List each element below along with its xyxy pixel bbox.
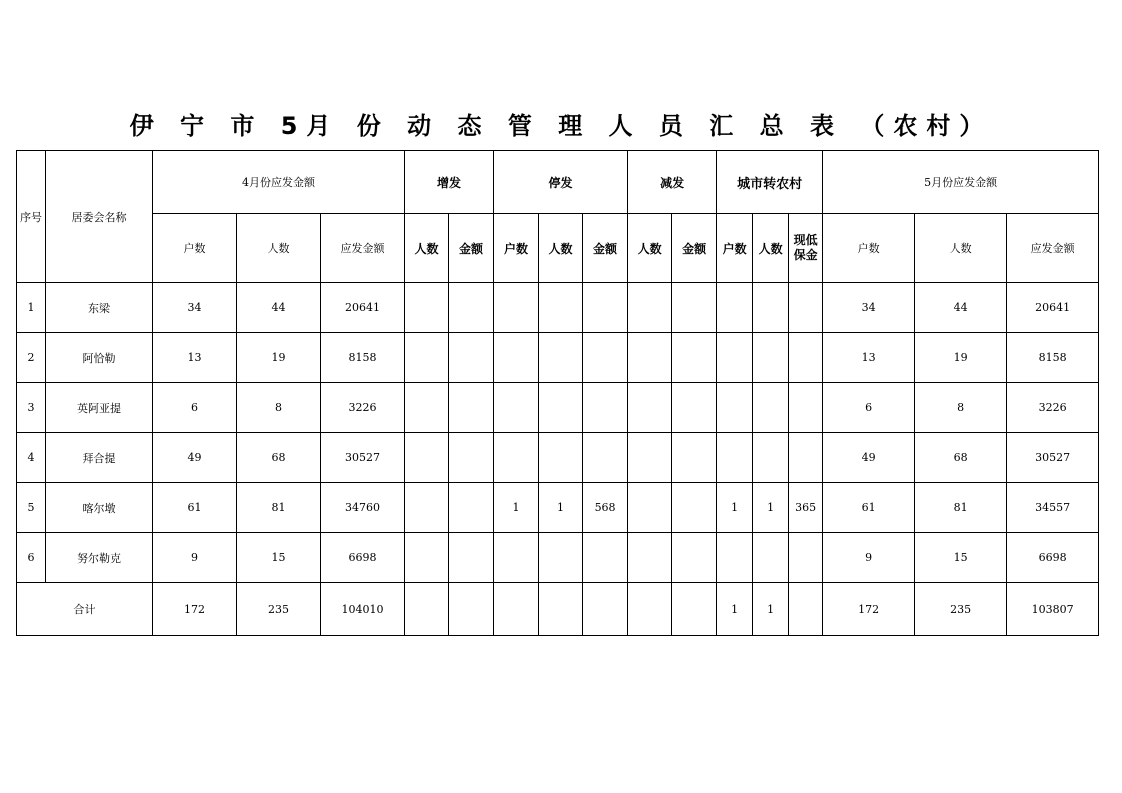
cell-inc-amt bbox=[449, 333, 494, 383]
cell-c-p bbox=[753, 433, 789, 483]
cell-apr-amt: 34760 bbox=[321, 483, 405, 533]
total-stop-amt bbox=[583, 583, 628, 636]
cell-may-p: 8 bbox=[915, 383, 1007, 433]
cell-stop-amt bbox=[583, 283, 628, 333]
cell-may-amt: 3226 bbox=[1007, 383, 1099, 433]
total-c-p: 1 bbox=[753, 583, 789, 636]
min-guarantee-line1: 现低 bbox=[793, 233, 818, 247]
cell-community-name: 拜合提 bbox=[46, 433, 153, 483]
cell-community-name: 英阿亚提 bbox=[46, 383, 153, 433]
header-apr-amount-due: 应发金额 bbox=[321, 214, 405, 283]
header-apr-households: 户数 bbox=[153, 214, 237, 283]
cell-stop-hh bbox=[494, 283, 539, 333]
total-apr-hh: 172 bbox=[153, 583, 237, 636]
cell-inc-p bbox=[405, 533, 449, 583]
cell-c-hh bbox=[717, 533, 753, 583]
total-may-amt: 103807 bbox=[1007, 583, 1099, 636]
cell-red-p bbox=[628, 533, 672, 583]
cell-apr-hh: 13 bbox=[153, 333, 237, 383]
header-stop-amount: 金额 bbox=[583, 214, 628, 283]
cell-red-amt bbox=[672, 483, 717, 533]
total-row bbox=[17, 583, 1099, 636]
header-may-households: 户数 bbox=[823, 214, 915, 283]
cell-community-name: 东梁 bbox=[46, 283, 153, 333]
table-row bbox=[17, 483, 1099, 533]
total-apr-p: 235 bbox=[237, 583, 321, 636]
cell-red-amt bbox=[672, 433, 717, 483]
cell-community-name: 喀尔墩 bbox=[46, 483, 153, 533]
cell-inc-p bbox=[405, 483, 449, 533]
cell-may-p: 44 bbox=[915, 283, 1007, 333]
page-title: 伊 宁 市 5月 份 动 态 管 理 人 员 汇 总 表 （农村） bbox=[129, 112, 993, 140]
cell-c-p bbox=[753, 333, 789, 383]
header-red-persons: 人数 bbox=[628, 214, 672, 283]
cell-apr-p: 68 bbox=[237, 433, 321, 483]
cell-apr-p: 44 bbox=[237, 283, 321, 333]
cell-c-amt bbox=[789, 283, 823, 333]
cell-stop-amt bbox=[583, 333, 628, 383]
cell-seq: 1 bbox=[17, 283, 46, 333]
cell-c-hh bbox=[717, 283, 753, 333]
total-stop-hh bbox=[494, 583, 539, 636]
total-may-hh: 172 bbox=[823, 583, 915, 636]
header-inc-amount: 金额 bbox=[449, 214, 494, 283]
cell-c-amt bbox=[789, 533, 823, 583]
cell-c-p bbox=[753, 383, 789, 433]
cell-inc-p bbox=[405, 383, 449, 433]
total-inc-amt bbox=[449, 583, 494, 636]
cell-inc-amt bbox=[449, 483, 494, 533]
cell-red-p bbox=[628, 333, 672, 383]
cell-inc-amt bbox=[449, 283, 494, 333]
header-may-amount-due: 应发金额 bbox=[1007, 214, 1099, 283]
table-body bbox=[17, 151, 1099, 636]
header-row-2 bbox=[17, 214, 1099, 283]
header-c-persons: 人数 bbox=[753, 214, 789, 283]
cell-stop-amt bbox=[583, 533, 628, 583]
cell-may-hh: 13 bbox=[823, 333, 915, 383]
cell-apr-amt: 30527 bbox=[321, 433, 405, 483]
cell-may-amt: 34557 bbox=[1007, 483, 1099, 533]
cell-seq: 4 bbox=[17, 433, 46, 483]
cell-may-hh: 6 bbox=[823, 383, 915, 433]
header-c-households: 户数 bbox=[717, 214, 753, 283]
cell-may-p: 68 bbox=[915, 433, 1007, 483]
header-red-amount: 金额 bbox=[672, 214, 717, 283]
cell-apr-p: 19 bbox=[237, 333, 321, 383]
cell-apr-hh: 49 bbox=[153, 433, 237, 483]
header-reduce: 减发 bbox=[628, 151, 717, 214]
cell-may-hh: 34 bbox=[823, 283, 915, 333]
cell-may-p: 15 bbox=[915, 533, 1007, 583]
cell-stop-p bbox=[539, 333, 583, 383]
cell-inc-amt bbox=[449, 383, 494, 433]
cell-may-hh: 49 bbox=[823, 433, 915, 483]
header-may-amount: 5月份应发金额 bbox=[823, 151, 1099, 214]
cell-stop-amt: 568 bbox=[583, 483, 628, 533]
cell-c-amt bbox=[789, 433, 823, 483]
total-red-amt bbox=[672, 583, 717, 636]
cell-community-name: 阿恰勒 bbox=[46, 333, 153, 383]
cell-apr-p: 15 bbox=[237, 533, 321, 583]
cell-stop-p bbox=[539, 533, 583, 583]
total-inc-p bbox=[405, 583, 449, 636]
cell-c-amt bbox=[789, 383, 823, 433]
cell-stop-p: 1 bbox=[539, 483, 583, 533]
cell-community-name: 努尔勒克 bbox=[46, 533, 153, 583]
total-c-amt bbox=[789, 583, 823, 636]
cell-apr-amt: 8158 bbox=[321, 333, 405, 383]
table-row bbox=[17, 433, 1099, 483]
cell-red-amt bbox=[672, 383, 717, 433]
cell-seq: 2 bbox=[17, 333, 46, 383]
cell-apr-hh: 6 bbox=[153, 383, 237, 433]
cell-red-p bbox=[628, 383, 672, 433]
header-c-min-guarantee bbox=[789, 214, 823, 283]
total-red-p bbox=[628, 583, 672, 636]
cell-c-p bbox=[753, 533, 789, 583]
cell-inc-p bbox=[405, 333, 449, 383]
table-row bbox=[17, 533, 1099, 583]
cell-stop-hh bbox=[494, 383, 539, 433]
cell-red-amt bbox=[672, 283, 717, 333]
cell-c-amt bbox=[789, 333, 823, 383]
cell-stop-hh bbox=[494, 333, 539, 383]
cell-stop-p bbox=[539, 433, 583, 483]
cell-may-amt: 30527 bbox=[1007, 433, 1099, 483]
summary-table bbox=[16, 150, 1099, 636]
cell-apr-amt: 3226 bbox=[321, 383, 405, 433]
table-row bbox=[17, 283, 1099, 333]
cell-seq: 3 bbox=[17, 383, 46, 433]
cell-c-hh: 1 bbox=[717, 483, 753, 533]
total-stop-p bbox=[539, 583, 583, 636]
cell-apr-amt: 20641 bbox=[321, 283, 405, 333]
header-stop-persons: 人数 bbox=[539, 214, 583, 283]
header-apr-persons: 人数 bbox=[237, 214, 321, 283]
cell-apr-hh: 9 bbox=[153, 533, 237, 583]
cell-stop-amt bbox=[583, 383, 628, 433]
cell-c-p bbox=[753, 283, 789, 333]
cell-c-amt: 365 bbox=[789, 483, 823, 533]
table-row bbox=[17, 333, 1099, 383]
cell-may-amt: 20641 bbox=[1007, 283, 1099, 333]
cell-red-amt bbox=[672, 333, 717, 383]
cell-inc-amt bbox=[449, 533, 494, 583]
cell-stop-p bbox=[539, 383, 583, 433]
total-apr-amt: 104010 bbox=[321, 583, 405, 636]
cell-apr-p: 81 bbox=[237, 483, 321, 533]
cell-may-hh: 9 bbox=[823, 533, 915, 583]
cell-apr-amt: 6698 bbox=[321, 533, 405, 583]
cell-apr-hh: 34 bbox=[153, 283, 237, 333]
cell-inc-p bbox=[405, 283, 449, 333]
header-may-persons: 人数 bbox=[915, 214, 1007, 283]
cell-stop-p bbox=[539, 283, 583, 333]
cell-red-p bbox=[628, 433, 672, 483]
table-row bbox=[17, 383, 1099, 433]
cell-apr-hh: 61 bbox=[153, 483, 237, 533]
cell-red-p bbox=[628, 483, 672, 533]
cell-red-amt bbox=[672, 533, 717, 583]
header-stop: 停发 bbox=[494, 151, 628, 214]
cell-apr-p: 8 bbox=[237, 383, 321, 433]
cell-inc-amt bbox=[449, 433, 494, 483]
cell-may-hh: 61 bbox=[823, 483, 915, 533]
cell-c-hh bbox=[717, 383, 753, 433]
cell-stop-hh bbox=[494, 533, 539, 583]
header-seq: 序号 bbox=[17, 151, 46, 283]
cell-may-p: 19 bbox=[915, 333, 1007, 383]
header-row-1 bbox=[17, 151, 1099, 214]
cell-c-p: 1 bbox=[753, 483, 789, 533]
cell-c-hh bbox=[717, 433, 753, 483]
cell-may-amt: 6698 bbox=[1007, 533, 1099, 583]
cell-inc-p bbox=[405, 433, 449, 483]
min-guarantee-line2: 保金 bbox=[793, 248, 818, 262]
cell-stop-hh: 1 bbox=[494, 483, 539, 533]
cell-seq: 5 bbox=[17, 483, 46, 533]
cell-red-p bbox=[628, 283, 672, 333]
total-label: 合计 bbox=[17, 583, 153, 636]
header-inc-persons: 人数 bbox=[405, 214, 449, 283]
cell-c-hh bbox=[717, 333, 753, 383]
header-community: 居委会名称 bbox=[46, 151, 153, 283]
total-c-hh: 1 bbox=[717, 583, 753, 636]
cell-may-amt: 8158 bbox=[1007, 333, 1099, 383]
cell-seq: 6 bbox=[17, 533, 46, 583]
cell-may-p: 81 bbox=[915, 483, 1007, 533]
header-city-to-rural: 城市转农村 bbox=[717, 151, 823, 214]
total-may-p: 235 bbox=[915, 583, 1007, 636]
header-increase: 增发 bbox=[405, 151, 494, 214]
cell-stop-hh bbox=[494, 433, 539, 483]
header-april-amount: 4月份应发金额 bbox=[153, 151, 405, 214]
header-stop-households: 户数 bbox=[494, 214, 539, 283]
cell-stop-amt bbox=[583, 433, 628, 483]
